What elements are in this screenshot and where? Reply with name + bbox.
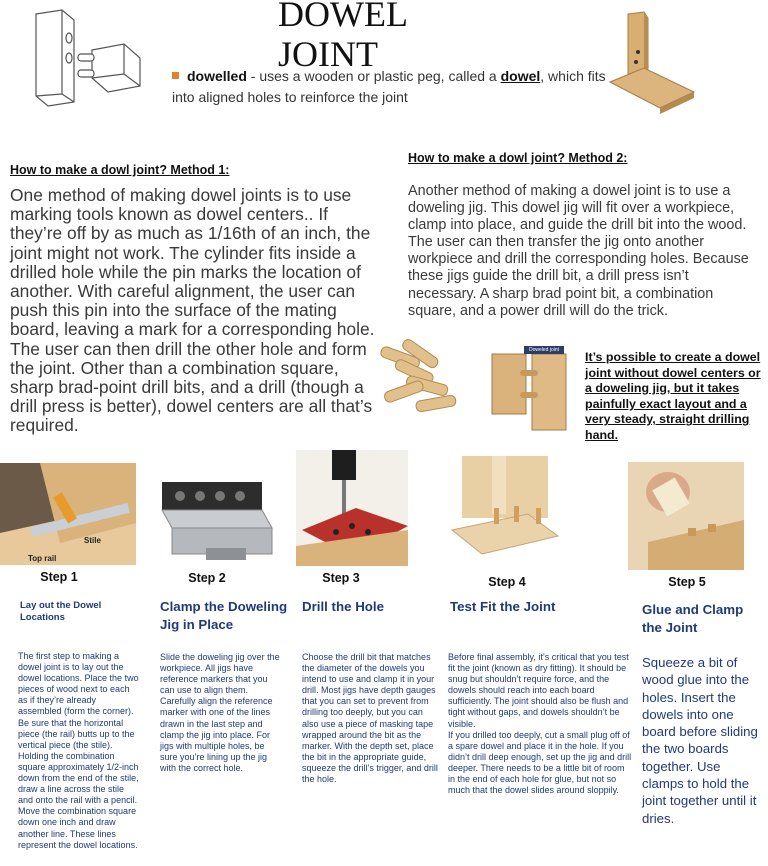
dowel-pins-photo [376,340,464,422]
step1-title: Step 1 [40,570,78,584]
step5-paragraph: Squeeze a bit of wood glue into the holes. Insert the dowels into one board before sliding the two boards together. Use clamps to hold the joint together until it dries. [642,655,758,826]
step1-paragraph: The first step to making a dowel joint is to lay out the dowel locations. Place the two pieces of wood next to each as if they’re already assembled (form the corner). Be sure that the horizontal piece (the rail) butts up to the vertical piece (the stile). Holding the combination square approximately 1/2-inch down from the end of the stile, draw a line across the stile and onto the rail with a pencil. Move the combination square down one inch and draw another line. These lines represent the dowel locations. [18,651,139,850]
step2-body [160,652,284,774]
step3-body [302,652,438,785]
step3-title: Step 3 [322,571,360,585]
method2-heading: How to make a dowl joint? Method 2: [408,151,628,165]
step4-body [448,652,632,796]
step5-body [642,654,760,827]
joint-diagram-illustration [28,8,144,108]
step2-title: Step 2 [188,571,226,585]
doweled-joint-tag: Doweled joint [524,346,564,354]
bullet-square-icon [172,72,179,79]
step1-heading: Lay out the Dowel Locations [20,600,102,623]
term-dowelled: dowelled [187,68,247,84]
definition-bullet [172,66,612,108]
step1-photo [0,463,136,565]
definition-text-2: , which fits into aligned holes to reinforce the joint [172,68,606,105]
page-title: DOWEL JOINT [278,0,407,74]
step4-paragraph-2: If you drilled too deeply, cut a small plug off of a spare dowel and place it in the hole. If you didn’t drill deep enough, set up the jig and drill deeper. There needs to be a little bit of room in the end of each hole for glue, but not so much that the dowel slides around sloppily. [448,729,632,796]
step4-paragraph-1: Before final assembly, it’s critical that you test fit the joint (known as dry fitting). It should be snug but shouldn’t require force, and the dowels should reach into each board sufficiently. The joint should also be flush and tight without gaps, and dowels shouldn’t be visible. [448,652,629,729]
step2-photo [156,468,276,564]
note-text: It’s possible to create a dowel joint without dowel centers or a doweling jig, but it takes painfully exact layout and a very steady, straight drilling hand. [585,350,761,442]
doweled-joint-photo [492,344,570,430]
term-dowel: dowel [500,68,541,84]
step3-heading: Drill the Hole [302,599,385,614]
step5-heading: Glue and Clamp the Joint [642,602,744,635]
step4-title: Step 4 [488,575,526,589]
method1-body: One method of making dowel joints is to use marking tools known as dowel centers.. If they’re off by as much as 1/16th of an inch, the joint might not work. The cylinder fits inside a drilled hole while the pin marks the location of another. With careful alignment, the user can push this pin into the surface of the mating board, leaving a mark for a corresponding hole. The user can then drill the other hole and form the joint. Other than a combination square, sharp brad-point drill bits, and a drill (though a drill press is better), dowel centers are all that’s required. [10,185,375,436]
step5-photo [628,462,744,570]
step5-title: Step 5 [668,575,706,589]
method1-heading: How to make a dowl joint? Method 1: [10,163,230,177]
method2-body: Another method of making a dowel joint is to use a doweling jig. This dowel jig will fit over a workpiece, clamp into place, and guide the drill bit into the wood. The user can then transfer the jig onto another workpiece and drill the corresponding holes. Because these jigs guide the drill bit, a drill press isn’t necessary. A sharp brad point bit, a combination square, and a power drill will do the trick. [408,183,749,319]
step2-paragraph: Slide the doweling jig over the workpiece. All jigs have reference markers that you can use to align them. Carefully align the reference marker with one of the lines drawn in the last step and clamp the jig into place. For jigs with multiple holes, be sure you’re lining up the jig with the correct hole. [160,652,280,773]
top-rail-label: Top rail [28,554,57,563]
dowel-joint-photo [604,10,696,110]
step3-paragraph: Choose the drill bit that matches the diameter of the dowels you intend to use and clamp it in your drill. Most jigs have depth gauges that you can set to prevent from drilling too deeply, but you can also use a piece of masking tape wrapped around the bit as the marker. With the depth set, place the bit in the appropriate guide, squeeze the drill’s trigger, and drill the hole. [302,652,438,785]
definition-text-1: - uses a wooden or plastic peg, called a [246,68,501,84]
stile-label: Stile [84,536,101,545]
step2-heading: Clamp the Doweling Jig in Place [160,599,288,632]
step4-photo [452,456,558,568]
step3-photo [296,450,408,566]
step4-heading: Test Fit the Joint [450,599,556,614]
step1-body [18,651,140,866]
